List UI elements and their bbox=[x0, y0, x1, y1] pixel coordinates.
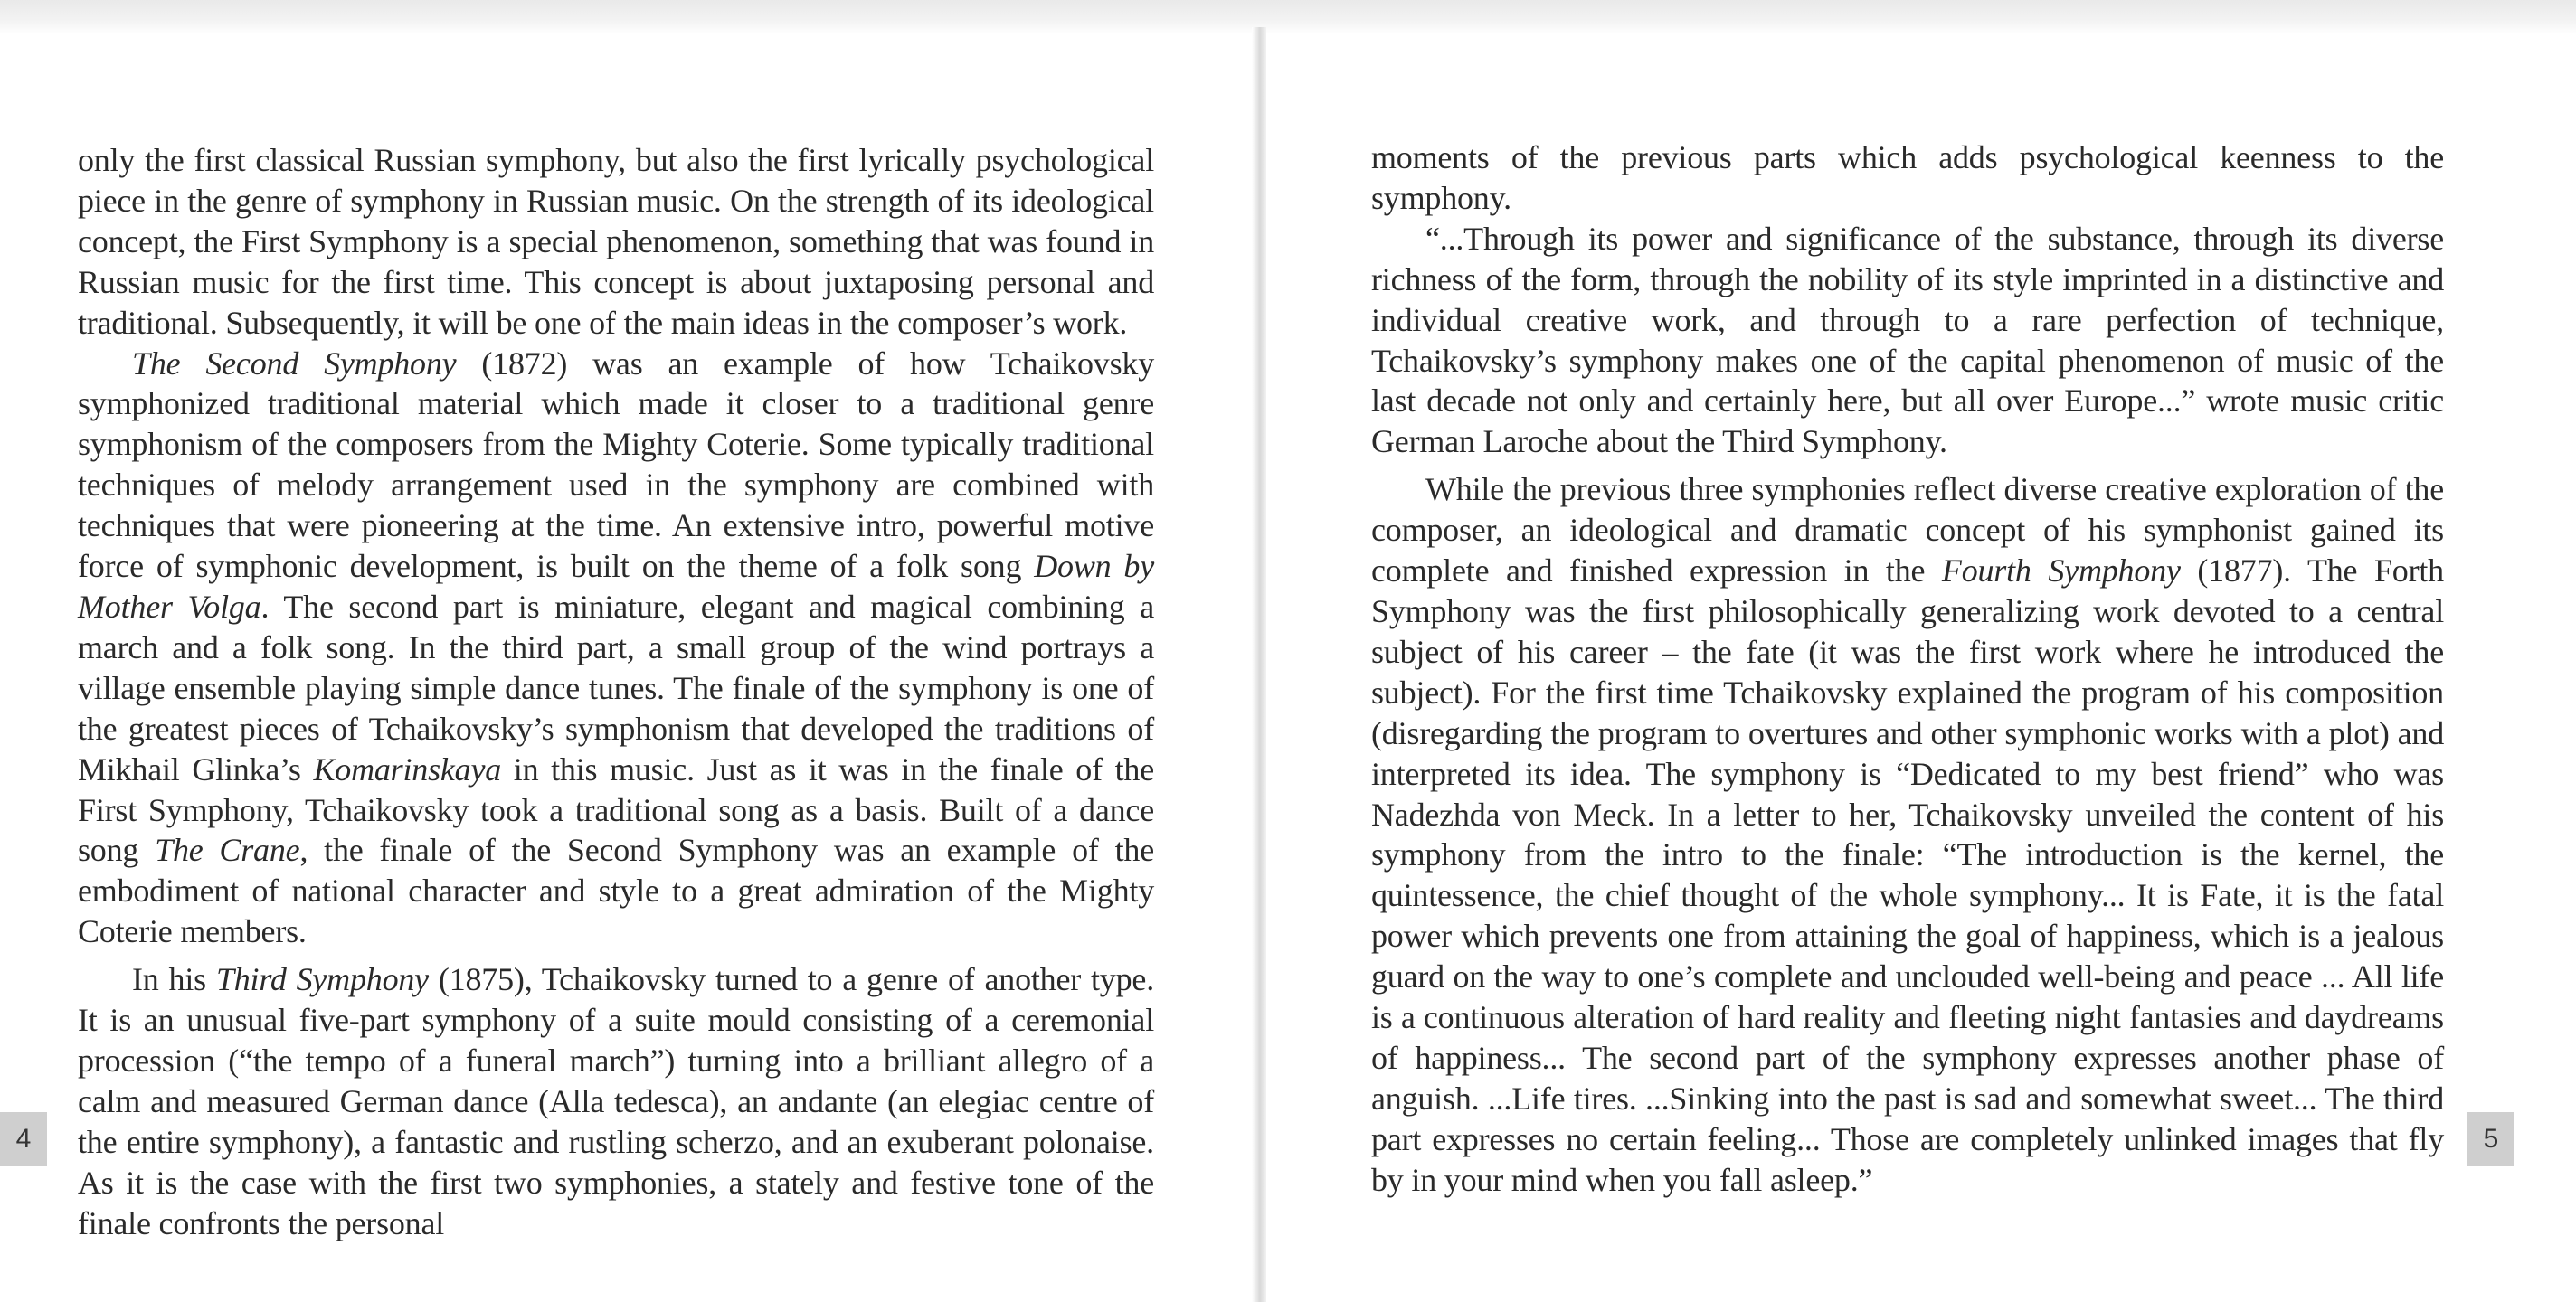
left-page-text bbox=[78, 140, 1154, 1243]
right-page-text bbox=[1371, 137, 2444, 1201]
text-run: . The second part is miniature, elegant and magical combining a march and a folk song. In the third part, a small group of the wind portrays a village ensemble playing simple dance tunes. The finale of the symphony is one of the greatest pieces of Tchaikovsky’s symphonism that developed the traditions of Mikhail Glinka’s bbox=[78, 588, 1154, 788]
text-run: In his bbox=[132, 961, 216, 998]
italic-title: Down by Mother Volga bbox=[78, 548, 1154, 625]
text-run: (1875), Tchaikovsky turned to a genre of another type. It is an unusual five-part symphony of a suite mould consisting of a ceremonial procession (“the tempo of a funeral march”) turning into a brilliant allegro of a calm and measured German dance (Alla tedesca), an andante (an elegiac centre of the entire symphony), a fantastic and rustling scherzo, and an exuberant polonaise. As it is the case with the first two symphonies, a stately and festive tone of the finale confronts the personal bbox=[78, 961, 1154, 1241]
page-number-left: 4 bbox=[0, 1112, 47, 1166]
left-page bbox=[0, 0, 1252, 1302]
text-run: (1877). The Forth Symphony was the first philosophically generalizing work devoted to a central subject of his career – the fate (it was the first work where he introduced the subject). For the first time Tchaikovsky explained the program of his composition (disregarding the program to overtures and other symphonic works with a plot) and interpreted its idea. The symphony is “Dedicated to my best friend” who was Nadezhda von Meck. In a letter to her, Tchaikovsky unveiled the content of his symphony from the intro to the finale: “The introduction is the kernel, the quintessence, the chief thought of the whole symphony... It is Fate, it is the fatal power which prevents one from attaining the goal of happiness, which is a jealous guard on the way to one’s complete and unclouded well-being and peace ... All life is a continuous alteration of hard reality and fleeting night fantasies and daydreams of happiness... The second part of the symphony expresses another phase of anguish. ...Life tires. ...Sinking into the past is sad and somewhat sweet... The third part expresses no certain feeling... Those are completely unlinked images that fly by in your mind when you fall asleep.” bbox=[1371, 552, 2444, 1198]
text-run: only the first classical Russian symphony, but also the first lyrically psychological piece in the genre of symphony in Russian music. On the strength of its ideological concept, the First Symphony is a special phenomenon, something that was found in Russian music for the first time. This concept is about juxtaposing personal and traditional. Subsequently, it will be one of the main ideas in the composer’s work. bbox=[78, 142, 1154, 341]
page-number-right: 5 bbox=[2467, 1112, 2514, 1166]
paragraph-second-symphony bbox=[78, 344, 1154, 953]
italic-title: Fourth Symphony bbox=[1941, 552, 2181, 590]
right-page bbox=[1266, 0, 2576, 1302]
paragraph-first-symphony bbox=[78, 140, 1154, 344]
text-run: (1872) was an example of how Tchaikovsky symphonized traditional material which made it closer to a traditional genre symphonism of the composers from the Mighty Coterie. Some typically traditional techniques of melody arrangement used in the symphony are combined with techniques that were pioneering at the time. An extensive intro, powerful motive force of symphonic development, is built on the theme of a folk song bbox=[78, 344, 1154, 585]
text-run: in this music. Just as it was in the finale of the First Symphony, Tchaikovsky took a traditional song as a basis. Built of a dance song bbox=[78, 750, 1154, 869]
paragraph-third-symphony bbox=[78, 959, 1154, 1243]
text-run: , the finale of the Second Symphony was an example of the embodiment of national character and style to a great admiration of the Mighty Coterie members. bbox=[78, 832, 1155, 950]
italic-title: The Second Symphony bbox=[132, 344, 457, 382]
text-run: “...Through its power and significance of the substance, through its diverse richness of the form, through the nobility of its style imprinted in a distinctive and individual creative work, and through to a rare perfection of technique, Tchaikovsky’s symphony makes one of the capital phenomenon of music of the last decade not only and certainly here, but all over Europe...” wrote music critic German Laroche about the Third Symphony. bbox=[1371, 220, 2444, 460]
book-spine-gutter bbox=[1252, 27, 1266, 1302]
italic-title: Third Symphony bbox=[215, 961, 429, 998]
paragraph-third-symphony-continued bbox=[1371, 137, 2444, 219]
text-run: While the previous three symphonies reflect diverse creative exploration of the composer, an ideological and dramatic concept of his symphonist gained its complete and finished expression in the bbox=[1371, 471, 2444, 590]
italic-title: The Crane bbox=[155, 832, 300, 869]
italic-title: Komarinskaya bbox=[313, 750, 502, 788]
paragraph-fourth-symphony bbox=[1371, 469, 2444, 1200]
text-run: moments of the previous parts which adds psychological keenness to the symphony. bbox=[1371, 139, 2444, 216]
paragraph-laroche-quote bbox=[1371, 219, 2444, 462]
